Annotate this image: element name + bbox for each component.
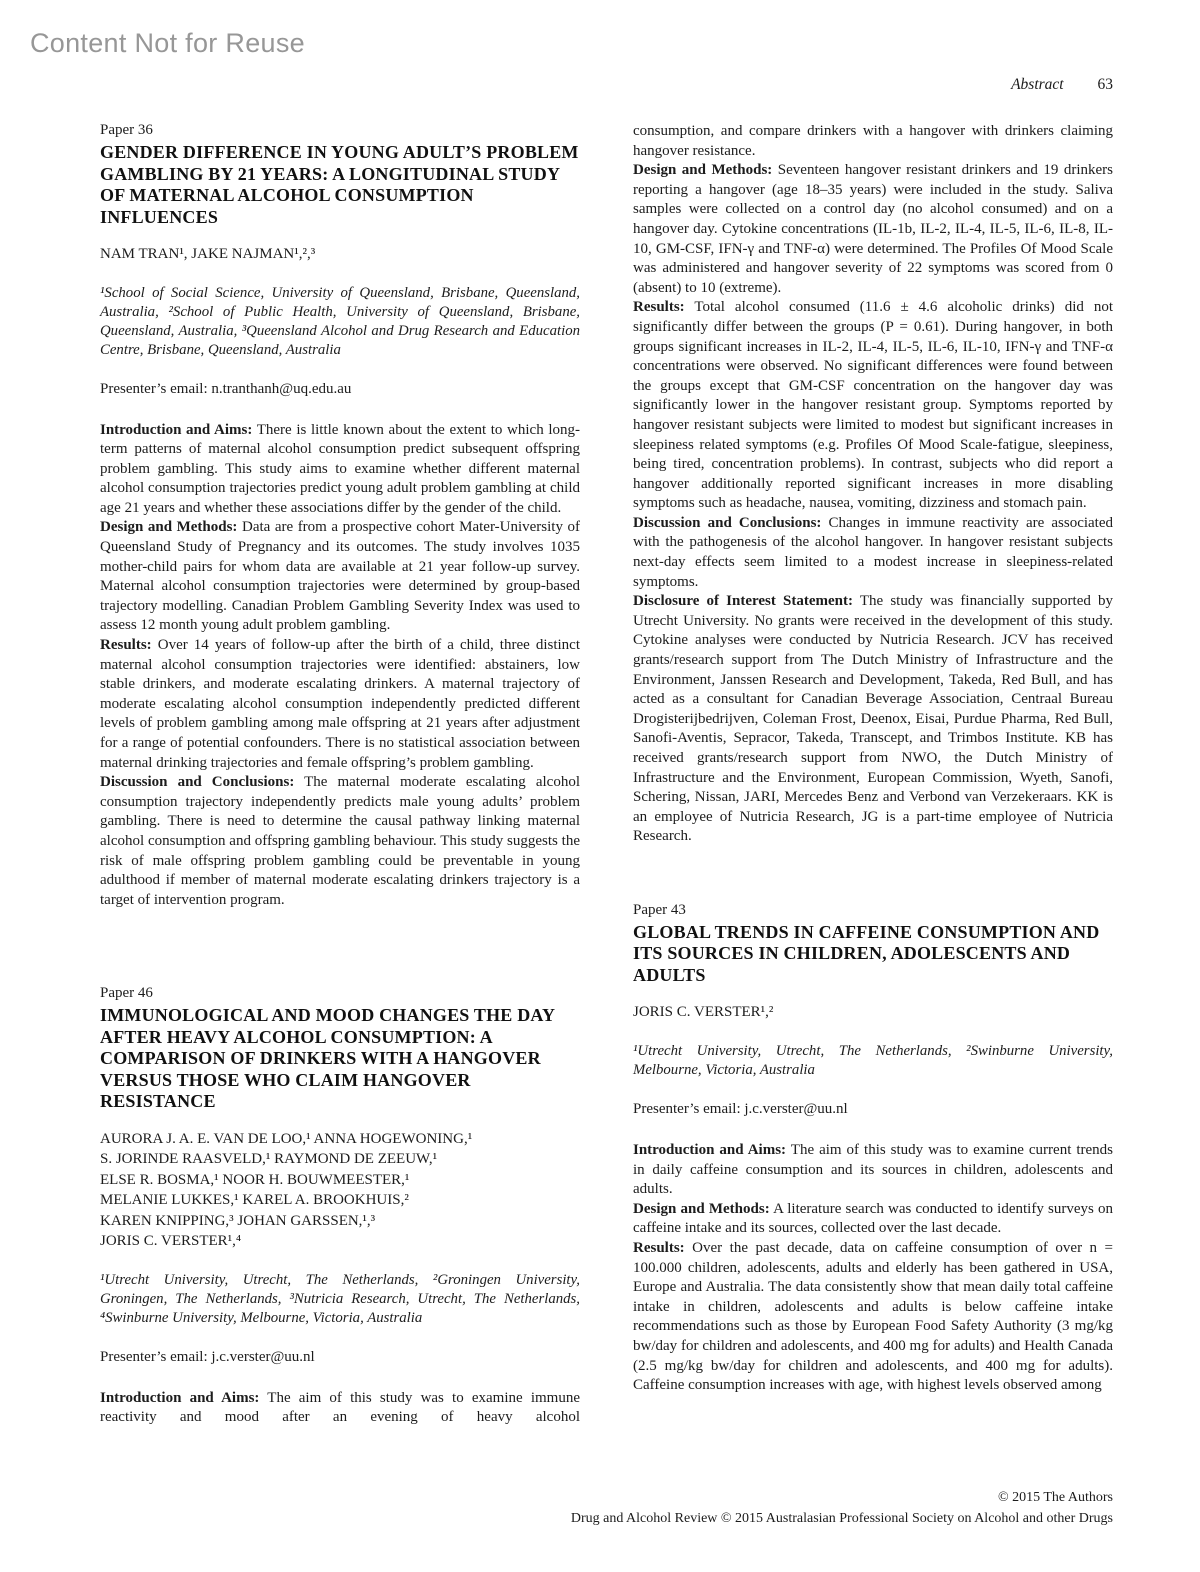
author-line: ELSE R. BOSMA,¹ NOOR H. BOUWMEESTER,¹ [100, 1171, 410, 1188]
section-label: Discussion and Conclusions: [100, 774, 295, 791]
section-label: Design and Methods: [633, 1200, 770, 1217]
section-label: Disclosure of Interest Statement: [633, 593, 853, 610]
section-label: Results: [633, 299, 685, 316]
section-text: Changes in immune reactivity are associated with the pathogenesis of the alcohol hangover. In hangover resistant subjects next-day effects seem limited to a modest increase in sleepiness-related symptoms. [633, 514, 1114, 590]
left-column [100, 122, 580, 1428]
section-results [100, 636, 580, 773]
watermark-text: Content Not for Reuse [30, 28, 305, 58]
affiliations: ¹Utrecht University, Utrecht, The Netherlands, ²Swinburne University, Melbourne, Victoria, Australia [633, 1042, 1113, 1078]
section-results [633, 298, 1113, 514]
section-results [633, 1239, 1113, 1396]
abstract-body [100, 421, 580, 911]
copyright-line: © 2015 The Authors [998, 1490, 1113, 1505]
authors: NAM TRAN¹, JAKE NAJMAN¹,²,³ [100, 246, 316, 262]
section-label: Results: [633, 1239, 685, 1256]
page-number: 63 [1097, 76, 1113, 93]
journal-line: Drug and Alcohol Review © 2015 Australasian Professional Society on Alcohol and other Drugs [570, 1511, 1113, 1526]
author-line: AURORA J. A. E. VAN DE LOO,¹ ANNA HOGEWONING,¹ [100, 1130, 473, 1147]
section-label: Introduction and Aims: [100, 1389, 260, 1406]
section-text: Total alcohol consumed (11.6 ± 4.6 alcoholic drinks) did not significantly differ between the groups (P = 0.61). During hangover, in both groups significant increases in IL-2, IL-4, IL-5, IL-6, IL-10, IFN-γ and TNF-α concentrations were observed. No significant differences were found between the groups except that GM-CSF concentration on the hangover day was significantly lower in the hangover resistant group. Symptoms reported by hangover resistant subjects were limited to modest but significant increases in sleepiness related symptoms (e.g. Profiles Of Mood Scale-fatigue, sleepiness, being tired, concentration problems). In contrast, subjects who did report a hangover additionally reported significant increases in more disabling symptoms such as headache, nausea, vomiting, dizziness and stomach pain. [633, 299, 1114, 512]
section-discussion [100, 773, 580, 910]
author-line: JORIS C. VERSTER¹,⁴ [100, 1233, 242, 1250]
section-introduction [633, 1141, 1113, 1200]
abstract-title: GENDER DIFFERENCE IN YOUNG ADULT’S PROBLEM GAMBLING BY 21 YEARS: A LONGITUDINAL STUDY OF MATERNAL ALCOHOL CONSUMPTION INFLUENCES [100, 142, 579, 227]
abstract-paper-46 [100, 985, 580, 1428]
presenter-email: Presenter’s email: j.c.verster@uu.nl [633, 1100, 848, 1117]
running-title: Abstract [1011, 76, 1064, 93]
section-methods [633, 1200, 1113, 1239]
section-text: The aim of this study was to examine immune reactivity and mood after an evening of heavy alcohol [100, 1389, 580, 1426]
section-label: Design and Methods: [100, 519, 238, 536]
section-label: Introduction and Aims: [100, 421, 253, 438]
presenter-email: Presenter’s email: n.tranthanh@uq.edu.au [100, 380, 352, 397]
section-label: Discussion and Conclusions: [633, 514, 822, 531]
author-line: KAREN KNIPPING,³ JOHAN GARSSEN,¹,³ [100, 1212, 376, 1229]
section-label: Design and Methods: [633, 162, 773, 179]
section-text: Over 14 years of follow-up after the birth of a child, three distinct maternal alcohol consumption trajectories were identified: abstainers, low stable drinkers, and moderate escalating drinkers. A maternal trajectory of moderate escalating alcohol consumption independently predicted different levels of problem gambling among male offspring at 21 years after adjustment for a range of potential confounders. There is no statistical association between maternal drinking trajectories and female offspring’s problem gambling. [100, 637, 581, 771]
paper-number: Paper 43 [633, 901, 686, 918]
section-label: Introduction and Aims: [633, 1141, 787, 1158]
abstract-paper-36 [100, 122, 580, 910]
author-line: S. JORINDE RAASVELD,¹ RAYMOND DE ZEEUW,¹ [100, 1151, 438, 1168]
abstract-title: GLOBAL TRENDS IN CAFFEINE CONSUMPTION AND ITS SOURCES IN CHILDREN, ADOLESCENTS AND ADULTS [633, 921, 1100, 985]
section-introduction [100, 421, 580, 519]
affiliations: ¹School of Social Science, University of Queensland, Brisbane, Queensland, Australia, ²School of Public Health, University of Queensland, Brisbane, Queensland, Australia, ³Queensland Alcohol and Drug Research and Education Centre, Brisbane, Queensland, Australia [100, 284, 580, 358]
author-line: MELANIE LUKKES,¹ KAREL A. BROOKHUIS,² [100, 1192, 409, 1209]
section-text: The study was financially supported by Utrecht University. No grants were received in the development of this study. Cytokine analyses were conducted by Nutricia Research. JCV has received grants/research support from The Dutch Ministry of Infrastructure and the Environment, Janssen Research and Development, Takeda, Red Bull, and has acted as a consultant for Canadian Beverage Association, Centraal Bureau Drogisterijbedrijven, Coleman Frost, Deenox, Eisai, Purdue Pharma, Red Bull, Sanofi-Aventis, Sepracor, Takeda, Transcept, and Trimbos Institute. KB has received grants/research support from NWO, the Dutch Ministry of Infrastructure and the Environment, European Commission, Wyeth, Sanofi, Schering, Nissan, JARI, Mercedes Benz and Verbond van Verzekeraars. KK is an employee of Nutricia Research, JG is a part-time employee of Nutricia Research. [633, 593, 1113, 845]
section-text: A literature search was conducted to identify surveys on caffeine intake and its sources, collected over the last decade. [633, 1200, 1113, 1237]
section-discussion [633, 514, 1113, 592]
section-introduction-continued: consumption, and compare drinkers with a hangover with drinkers claiming hangover resistance. [633, 123, 1113, 159]
abstract-body [100, 1389, 580, 1428]
section-text: There is little known about the extent to which long-term patterns of maternal alcohol consumption predict subsequent offspring problem gambling. This study aims to examine whether different maternal alcohol consumption trajectories predict young adult problem gambling at child age 21 years and whether these associations differ by the gender of the child. [100, 421, 580, 516]
abstract-body [633, 1141, 1113, 1396]
section-text: The aim of this study was to examine current trends in daily caffeine consumption and its sources in children, adolescents and adults. [633, 1141, 1114, 1198]
running-head [633, 76, 1113, 94]
section-methods [100, 518, 580, 636]
affiliations: ¹Utrecht University, Utrecht, The Netherlands, ²Groningen University, Groningen, The Netherlands, ³Nutricia Research, Utrecht, The Netherlands, ⁴Swinburne University, Melbourne, Victoria, Australia [100, 1271, 580, 1326]
section-text: Over the past decade, data on caffeine consumption of over n = 100.000 children, adolescents, adults and elderly has been gathered in USA, Europe and Australia. The data consistently show that mean daily total caffeine intake in children, adolescents and adults is below caffeine intake recommendations such as those by European Food Safety Authority (3 mg/kg bw/day for children and adolescents, and 400 mg for adults) and Health Canada (2.5 mg/kg bw/day for children and adolescents, and 400 mg for adults). Caffeine consumption increases with age, with highest levels observed among [633, 1239, 1114, 1394]
authors [100, 1129, 580, 1252]
section-methods [633, 161, 1113, 298]
abstract-title: IMMUNOLOGICAL AND MOOD CHANGES THE DAY AFTER HEAVY ALCOHOL CONSUMPTION: A COMPARISON OF DRINKERS WITH A HANGOVER VERSUS THOSE WHO CLAIM HANGOVER RESISTANCE [100, 1005, 555, 1112]
section-text: The maternal moderate escalating alcohol consumption trajectory independently predicts male young adults’ problem gambling. There is need to determine the causal pathway linking maternal alcohol consumption and offspring gambling behaviour. This study suggests the risk of male offspring problem gambling could be preventable in young adulthood if member of maternal moderate escalating drinkers trajectory is a target of intervention program. [100, 774, 581, 908]
page-columns [100, 122, 1113, 1428]
section-text: Data are from a prospective cohort Mater-University of Queensland Study of Pregnancy and its outcomes. The study involves 1035 mother-child pairs for whom data are available at 21 year follow-up survey. Maternal alcohol consumption trajectories were determined by group-based trajectory modelling. Canadian Problem Gambling Severity Index was used to assess 12 month young adult problem gambling. [100, 519, 581, 634]
authors: JORIS C. VERSTER¹,² [633, 1004, 774, 1021]
presenter-email: Presenter’s email: j.c.verster@uu.nl [100, 1348, 315, 1365]
section-disclosure [633, 592, 1113, 847]
abstract-paper-43 [633, 902, 1113, 1396]
abstract-paper-46-continued [633, 122, 1113, 847]
section-label: Results: [100, 637, 152, 654]
section-introduction [100, 1389, 580, 1428]
paper-number: Paper 36 [100, 122, 153, 138]
paper-number: Paper 46 [100, 985, 153, 1002]
abstract-body [633, 122, 1113, 847]
right-column [633, 122, 1113, 1428]
page-footer [100, 1487, 1113, 1529]
section-text: Seventeen hangover resistant drinkers and 19 drinkers reporting a hangover (age 18–35 years) were included in the study. Saliva samples were collected on a control day (no alcohol consumed) and on a hangover day. Cytokine concentrations (IL-1b, IL-2, IL-4, IL-5, IL-6, IL-8, IL-10, GM-CSF, IFN-γ and TNF-α) were determined. The Profiles Of Mood Scale was administered and hangover severity of 22 symptoms was scored from 0 (absent) to 10 (extreme). [633, 162, 1114, 296]
